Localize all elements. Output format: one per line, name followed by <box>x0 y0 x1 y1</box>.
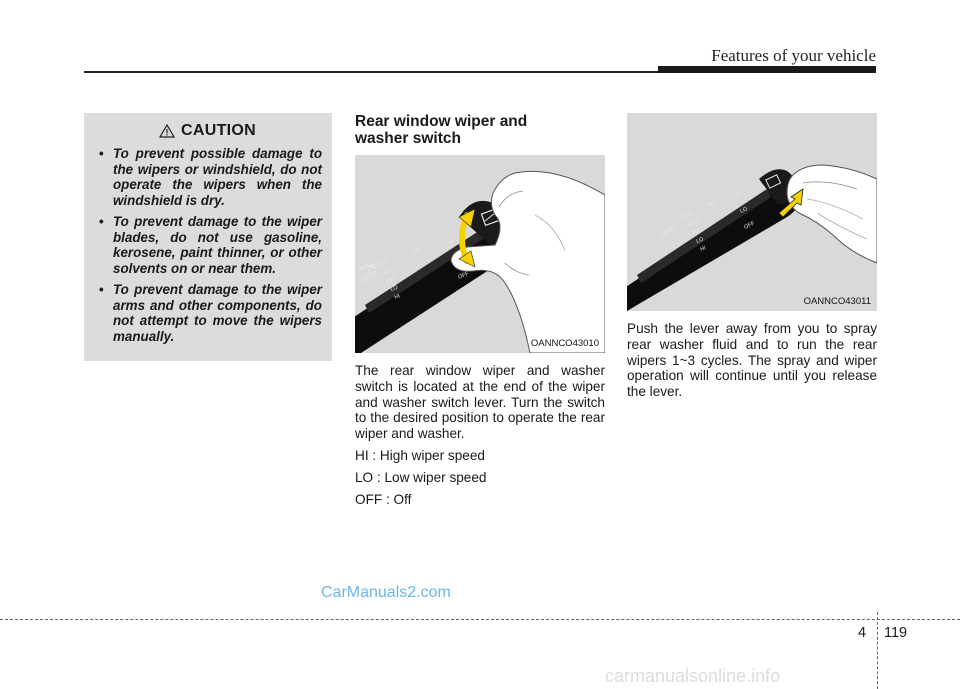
speed-off: OFF : Off <box>355 491 412 507</box>
label-lo: LO <box>695 236 705 245</box>
speed-lo: LO : Low wiper speed <box>355 469 487 485</box>
label-off: OFF <box>687 219 700 229</box>
washer-description: Push the lever away from you to spray rear washer fluid and to run the rear wipers 1~3 cycles. The spray and wiper operation will continue until you release the lever. <box>627 321 877 400</box>
label-front: FRONT <box>359 270 379 285</box>
caution-item-text: To prevent damage to the wiper blades, do not use gasoline, kerosene, paint thinner, or other solvents on or near them. <box>113 214 322 276</box>
caution-title: CAUTION <box>181 122 256 139</box>
rear-wiper-description: The rear window wiper and washer switch is located at the end of the wiper and washer switch lever. Turn the switch to the desired position to operate the rear wiper and washer. <box>355 363 605 442</box>
figure-code: OANNCO43010 <box>530 338 599 349</box>
section-title <box>355 113 605 147</box>
label-off: OFF <box>381 267 395 277</box>
caution-item-text: To prevent possible damage to the wipers or windshield, do not operate the wipers when the windshield is dry. <box>113 146 322 208</box>
speed-hi: HI : High wiper speed <box>355 447 485 463</box>
label-off-knob: OFF <box>457 270 470 281</box>
watermark-main[interactable]: CarManuals2.com <box>321 584 451 601</box>
label-off-knob: OFF <box>743 220 756 231</box>
label-mist: MIST <box>373 259 389 269</box>
label-hi-knob: HI <box>735 190 743 199</box>
caution-item <box>93 282 322 344</box>
label-lo: LO <box>389 284 399 293</box>
label-hi-knob: HI <box>447 239 455 247</box>
label-int: INT <box>385 276 397 285</box>
lever-push-illustration <box>627 113 877 311</box>
label-int-top: INT <box>411 246 423 255</box>
bullet: • <box>99 214 104 229</box>
footer-rule <box>0 619 960 620</box>
page-number: 119 <box>884 625 908 641</box>
header-rule-accent <box>658 66 876 73</box>
figure-washer-push <box>627 113 877 311</box>
footer-divider <box>877 612 878 689</box>
caution-box <box>84 113 332 361</box>
watermark-bottom: carmanualsonline.info <box>605 666 781 686</box>
rear-wiper-section <box>355 113 605 507</box>
label-hi: HI <box>393 293 401 301</box>
section-title-line1: Rear window wiper and <box>355 113 528 130</box>
label-int-top: INT <box>707 199 718 209</box>
header-rule <box>84 71 660 73</box>
chapter-number: 4 <box>858 625 867 641</box>
warning-triangle-icon <box>159 124 175 138</box>
label-int: INT <box>691 227 702 237</box>
caution-item <box>93 214 322 276</box>
lever-illustration <box>355 155 605 353</box>
bullet: • <box>99 146 104 161</box>
hand <box>787 165 877 263</box>
hand <box>451 171 605 353</box>
label-lo-knob: LO <box>739 206 749 215</box>
header-title: Features of your vehicle <box>711 46 876 65</box>
washer-section <box>627 113 877 400</box>
label-mist: MIST <box>681 210 696 221</box>
caution-item <box>93 146 322 208</box>
bullet: • <box>99 282 104 297</box>
figure-rear-wiper-switch <box>355 155 605 353</box>
label-front: FRONT <box>660 223 680 239</box>
label-hi: HI <box>699 245 707 253</box>
caution-header <box>93 122 322 140</box>
caution-item-text: To prevent damage to the wiper arms and other components, do not attempt to move the wipers manually. <box>113 282 322 344</box>
figure-code: OANNCO43011 <box>803 296 871 307</box>
section-title-line2: washer switch <box>355 130 461 147</box>
caution-list <box>93 146 322 344</box>
